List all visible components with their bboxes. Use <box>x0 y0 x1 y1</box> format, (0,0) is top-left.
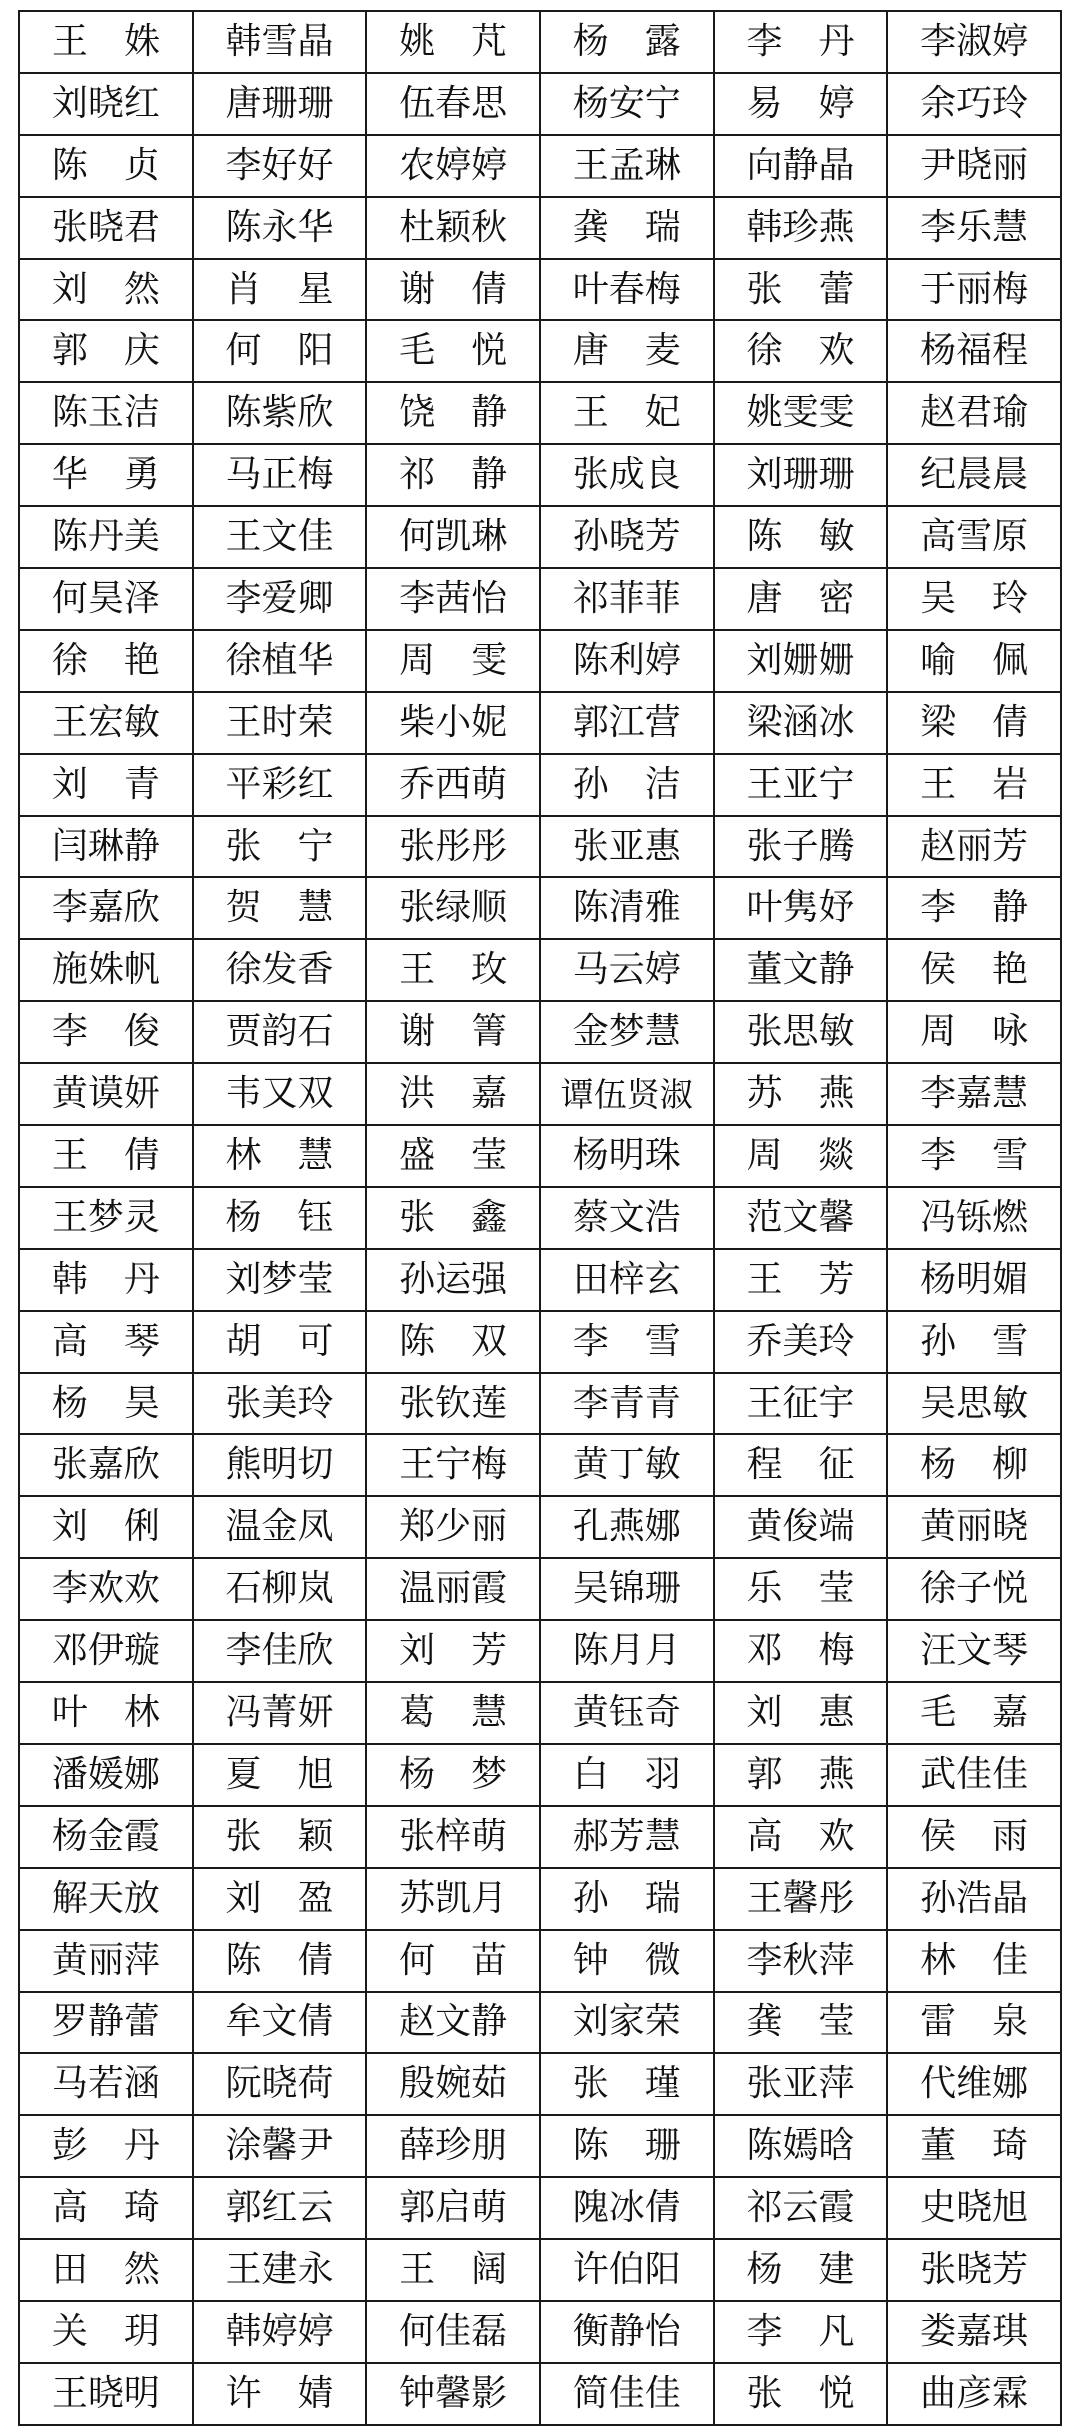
name-table <box>18 10 1062 2426</box>
name-cell: 张绿顺 <box>366 877 540 939</box>
name-cell: 简佳佳 <box>540 2363 714 2425</box>
name-cell: 罗静蕾 <box>19 1992 193 2054</box>
name-cell: 孙晓芳 <box>540 506 714 568</box>
name-cell: 陈嫣晗 <box>714 2115 888 2177</box>
name-cell: 衡静怡 <box>540 2301 714 2363</box>
name-cell: 陈丹美 <box>19 506 193 568</box>
name-cell: 张钦莲 <box>366 1373 540 1435</box>
name-cell: 许 婧 <box>193 2363 367 2425</box>
name-cell: 伍春思 <box>366 73 540 135</box>
name-cell: 赵文静 <box>366 1992 540 2054</box>
name-cell: 张思敏 <box>714 1001 888 1063</box>
name-cell: 王馨彤 <box>714 1868 888 1930</box>
name-cell: 刘姗姗 <box>714 630 888 692</box>
name-cell: 韩雪晶 <box>193 11 367 73</box>
name-cell: 郭启萌 <box>366 2177 540 2239</box>
name-cell: 杜颖秋 <box>366 197 540 259</box>
table-row <box>19 197 1061 259</box>
name-cell: 祁菲菲 <box>540 568 714 630</box>
name-cell: 涂馨尹 <box>193 2115 367 2177</box>
table-row <box>19 2115 1061 2177</box>
name-cell: 尹晓丽 <box>887 135 1061 197</box>
name-cell: 叶 林 <box>19 1682 193 1744</box>
name-cell: 施姝帆 <box>19 939 193 1001</box>
name-cell: 薛珍朋 <box>366 2115 540 2177</box>
name-cell: 李爱卿 <box>193 568 367 630</box>
name-cell: 王征宇 <box>714 1373 888 1435</box>
name-cell: 王 岩 <box>887 754 1061 816</box>
name-cell: 韩 丹 <box>19 1249 193 1311</box>
name-cell: 梁 倩 <box>887 692 1061 754</box>
name-cell: 郭 燕 <box>714 1744 888 1806</box>
table-row <box>19 444 1061 506</box>
name-cell: 张成良 <box>540 444 714 506</box>
name-cell: 刘 盈 <box>193 1868 367 1930</box>
name-cell: 解天放 <box>19 1868 193 1930</box>
name-cell: 平彩红 <box>193 754 367 816</box>
name-cell: 徐 欢 <box>714 320 888 382</box>
name-cell: 刘 惠 <box>714 1682 888 1744</box>
name-cell: 叶春梅 <box>540 259 714 321</box>
name-cell: 林 佳 <box>887 1930 1061 1992</box>
name-cell: 农婷婷 <box>366 135 540 197</box>
name-cell: 郭 庆 <box>19 320 193 382</box>
name-cell: 陈 倩 <box>193 1930 367 1992</box>
name-cell: 李 雪 <box>540 1311 714 1373</box>
name-cell: 蔡文浩 <box>540 1187 714 1249</box>
name-cell: 张 瑾 <box>540 2053 714 2115</box>
name-cell: 吴锦珊 <box>540 1558 714 1620</box>
table-row <box>19 1992 1061 2054</box>
name-cell: 吴思敏 <box>887 1373 1061 1435</box>
name-cell: 郝芳慧 <box>540 1806 714 1868</box>
name-cell: 李 雪 <box>887 1125 1061 1187</box>
name-cell: 周 雯 <box>366 630 540 692</box>
name-cell: 陈 双 <box>366 1311 540 1373</box>
name-cell: 孙 雪 <box>887 1311 1061 1373</box>
table-row <box>19 1744 1061 1806</box>
name-cell: 祁 静 <box>366 444 540 506</box>
name-cell: 陈紫欣 <box>193 382 367 444</box>
name-cell: 陈玉洁 <box>19 382 193 444</box>
name-cell: 韩珍燕 <box>714 197 888 259</box>
name-cell: 娄嘉琪 <box>887 2301 1061 2363</box>
name-cell: 田梓玄 <box>540 1249 714 1311</box>
name-cell: 王文佳 <box>193 506 367 568</box>
name-cell: 钟馨影 <box>366 2363 540 2425</box>
name-cell: 向静晶 <box>714 135 888 197</box>
table-row <box>19 73 1061 135</box>
name-cell: 孙 瑞 <box>540 1868 714 1930</box>
name-cell: 张彤彤 <box>366 816 540 878</box>
name-cell: 李欢欢 <box>19 1558 193 1620</box>
name-cell: 李佳欣 <box>193 1620 367 1682</box>
name-cell: 陈月月 <box>540 1620 714 1682</box>
table-row <box>19 2363 1061 2425</box>
name-cell: 隗冰倩 <box>540 2177 714 2239</box>
name-cell: 王宏敏 <box>19 692 193 754</box>
name-cell: 李 俊 <box>19 1001 193 1063</box>
name-cell: 侯 艳 <box>887 939 1061 1001</box>
name-cell: 李茜怡 <box>366 568 540 630</box>
name-cell: 雷 泉 <box>887 1992 1061 2054</box>
name-cell: 贾韵石 <box>193 1001 367 1063</box>
name-cell: 梁涵冰 <box>714 692 888 754</box>
name-cell: 张亚惠 <box>540 816 714 878</box>
table-row <box>19 2053 1061 2115</box>
name-cell: 杨安宁 <box>540 73 714 135</box>
name-table-body <box>19 11 1061 2425</box>
name-cell: 高 琴 <box>19 1311 193 1373</box>
name-cell: 谭伍贤淑 <box>540 1063 714 1125</box>
name-cell: 黄丽晓 <box>887 1496 1061 1558</box>
name-cell: 苏 燕 <box>714 1063 888 1125</box>
name-cell: 黄钰奇 <box>540 1682 714 1744</box>
name-cell: 冯铄燃 <box>887 1187 1061 1249</box>
name-cell: 乔美玲 <box>714 1311 888 1373</box>
name-cell: 邓 梅 <box>714 1620 888 1682</box>
table-row <box>19 1001 1061 1063</box>
name-cell: 唐 麦 <box>540 320 714 382</box>
name-cell: 郭红云 <box>193 2177 367 2239</box>
table-row <box>19 135 1061 197</box>
table-row <box>19 1311 1061 1373</box>
name-cell: 张 宁 <box>193 816 367 878</box>
name-cell: 易 婷 <box>714 73 888 135</box>
name-cell: 王 芳 <box>714 1249 888 1311</box>
name-cell: 张 蕾 <box>714 259 888 321</box>
name-cell: 唐 密 <box>714 568 888 630</box>
name-cell: 李淑婷 <box>887 11 1061 73</box>
name-cell: 马云婷 <box>540 939 714 1001</box>
name-cell: 李 丹 <box>714 11 888 73</box>
name-cell: 杨明珠 <box>540 1125 714 1187</box>
table-row <box>19 1496 1061 1558</box>
name-cell: 孙 洁 <box>540 754 714 816</box>
name-cell: 何 苗 <box>366 1930 540 1992</box>
table-row <box>19 939 1061 1001</box>
name-cell: 姚 芃 <box>366 11 540 73</box>
name-cell: 张梓萌 <box>366 1806 540 1868</box>
name-cell: 陈利婷 <box>540 630 714 692</box>
name-cell: 徐 艳 <box>19 630 193 692</box>
table-row <box>19 1434 1061 1496</box>
name-cell: 熊明切 <box>193 1434 367 1496</box>
name-cell: 曲彦霖 <box>887 2363 1061 2425</box>
name-cell: 陈清雅 <box>540 877 714 939</box>
name-cell: 喻 佩 <box>887 630 1061 692</box>
name-cell: 陈 贞 <box>19 135 193 197</box>
name-cell: 王 姝 <box>19 11 193 73</box>
name-cell: 胡 可 <box>193 1311 367 1373</box>
name-cell: 黄丽萍 <box>19 1930 193 1992</box>
name-cell: 李 凡 <box>714 2301 888 2363</box>
name-cell: 王晓明 <box>19 2363 193 2425</box>
name-cell: 黄谟妍 <box>19 1063 193 1125</box>
name-cell: 林 慧 <box>193 1125 367 1187</box>
name-cell: 王亚宁 <box>714 754 888 816</box>
name-cell: 马若涵 <box>19 2053 193 2115</box>
table-row <box>19 2239 1061 2301</box>
name-cell: 毛 悦 <box>366 320 540 382</box>
table-row <box>19 1125 1061 1187</box>
name-cell: 余巧玲 <box>887 73 1061 135</box>
name-cell: 刘晓红 <box>19 73 193 135</box>
name-cell: 韦又双 <box>193 1063 367 1125</box>
name-cell: 祁云霞 <box>714 2177 888 2239</box>
name-cell: 毛 嘉 <box>887 1682 1061 1744</box>
name-cell: 肖 星 <box>193 259 367 321</box>
name-cell: 吴 玲 <box>887 568 1061 630</box>
name-cell: 谢 箐 <box>366 1001 540 1063</box>
name-cell: 夏 旭 <box>193 1744 367 1806</box>
name-cell: 许伯阳 <box>540 2239 714 2301</box>
name-cell: 何 阳 <box>193 320 367 382</box>
name-cell: 高 欢 <box>714 1806 888 1868</box>
name-cell: 黄俊端 <box>714 1496 888 1558</box>
table-row <box>19 1187 1061 1249</box>
name-cell: 潘媛娜 <box>19 1744 193 1806</box>
name-cell: 刘 芳 <box>366 1620 540 1682</box>
name-cell: 徐子悦 <box>887 1558 1061 1620</box>
table-row <box>19 1868 1061 1930</box>
name-cell: 李 静 <box>887 877 1061 939</box>
name-cell: 李好好 <box>193 135 367 197</box>
name-cell: 王梦灵 <box>19 1187 193 1249</box>
name-cell: 刘 青 <box>19 754 193 816</box>
name-cell: 王 倩 <box>19 1125 193 1187</box>
name-cell: 刘家荣 <box>540 1992 714 2054</box>
name-cell: 李嘉慧 <box>887 1063 1061 1125</box>
name-cell: 温金凤 <box>193 1496 367 1558</box>
name-cell: 高 琦 <box>19 2177 193 2239</box>
name-cell: 张晓芳 <box>887 2239 1061 2301</box>
name-cell: 刘 然 <box>19 259 193 321</box>
name-cell: 孙运强 <box>366 1249 540 1311</box>
name-cell: 葛 慧 <box>366 1682 540 1744</box>
name-cell: 代维娜 <box>887 2053 1061 2115</box>
name-cell: 白 羽 <box>540 1744 714 1806</box>
name-cell: 张 悦 <box>714 2363 888 2425</box>
name-cell: 贺 慧 <box>193 877 367 939</box>
name-cell: 王 阔 <box>366 2239 540 2301</box>
name-cell: 杨 昊 <box>19 1373 193 1435</box>
name-cell: 杨明媚 <box>887 1249 1061 1311</box>
name-cell: 刘珊珊 <box>714 444 888 506</box>
name-cell: 牟文倩 <box>193 1992 367 2054</box>
name-cell: 汪文琴 <box>887 1620 1061 1682</box>
name-cell: 高雪原 <box>887 506 1061 568</box>
name-cell: 洪 嘉 <box>366 1063 540 1125</box>
name-cell: 龚 莹 <box>714 1992 888 2054</box>
name-cell: 陈 敏 <box>714 506 888 568</box>
name-cell: 杨 梦 <box>366 1744 540 1806</box>
name-cell: 刘 俐 <box>19 1496 193 1558</box>
name-cell: 于丽梅 <box>887 259 1061 321</box>
name-cell: 李秋萍 <box>714 1930 888 1992</box>
table-row <box>19 816 1061 878</box>
name-cell: 王建永 <box>193 2239 367 2301</box>
name-cell: 赵君瑜 <box>887 382 1061 444</box>
name-cell: 华 勇 <box>19 444 193 506</box>
name-cell: 金梦慧 <box>540 1001 714 1063</box>
name-cell: 李青青 <box>540 1373 714 1435</box>
name-cell: 乐 莹 <box>714 1558 888 1620</box>
table-row <box>19 877 1061 939</box>
name-cell: 龚 瑞 <box>540 197 714 259</box>
name-cell: 王 玫 <box>366 939 540 1001</box>
name-cell: 侯 雨 <box>887 1806 1061 1868</box>
name-cell: 韩婷婷 <box>193 2301 367 2363</box>
name-cell: 钟 微 <box>540 1930 714 1992</box>
name-cell: 温丽霞 <box>366 1558 540 1620</box>
name-cell: 赵丽芳 <box>887 816 1061 878</box>
name-cell: 柴小妮 <box>366 692 540 754</box>
name-cell: 李嘉欣 <box>19 877 193 939</box>
name-cell: 杨 建 <box>714 2239 888 2301</box>
name-cell: 杨 柳 <box>887 1434 1061 1496</box>
name-cell: 唐珊珊 <box>193 73 367 135</box>
table-row <box>19 754 1061 816</box>
name-cell: 史晓旭 <box>887 2177 1061 2239</box>
name-cell: 周 咏 <box>887 1001 1061 1063</box>
table-row <box>19 2301 1061 2363</box>
name-cell: 黄丁敏 <box>540 1434 714 1496</box>
name-cell: 纪晨晨 <box>887 444 1061 506</box>
name-cell: 张 鑫 <box>366 1187 540 1249</box>
table-row <box>19 506 1061 568</box>
name-cell: 冯菁妍 <box>193 1682 367 1744</box>
name-cell: 郑少丽 <box>366 1496 540 1558</box>
name-cell: 郭江营 <box>540 692 714 754</box>
name-cell: 范文馨 <box>714 1187 888 1249</box>
name-cell: 杨 钰 <box>193 1187 367 1249</box>
table-row <box>19 2177 1061 2239</box>
name-cell: 何凯琳 <box>366 506 540 568</box>
name-cell: 杨福程 <box>887 320 1061 382</box>
name-cell: 徐发香 <box>193 939 367 1001</box>
table-row <box>19 1620 1061 1682</box>
name-cell: 关 玥 <box>19 2301 193 2363</box>
table-row <box>19 1249 1061 1311</box>
table-row <box>19 382 1061 444</box>
name-cell: 石柳岚 <box>193 1558 367 1620</box>
name-cell: 彭 丹 <box>19 2115 193 2177</box>
table-row <box>19 630 1061 692</box>
name-cell: 王时荣 <box>193 692 367 754</box>
table-row <box>19 320 1061 382</box>
name-cell: 马正梅 <box>193 444 367 506</box>
name-cell: 陈永华 <box>193 197 367 259</box>
name-cell: 董 琦 <box>887 2115 1061 2177</box>
name-cell: 王宁梅 <box>366 1434 540 1496</box>
name-cell: 张嘉欣 <box>19 1434 193 1496</box>
name-cell: 闫琳静 <box>19 816 193 878</box>
name-cell: 陈 珊 <box>540 2115 714 2177</box>
name-cell: 何昊泽 <box>19 568 193 630</box>
table-row <box>19 1558 1061 1620</box>
table-row <box>19 259 1061 321</box>
name-cell: 乔西萌 <box>366 754 540 816</box>
name-cell: 殷婉茹 <box>366 2053 540 2115</box>
name-cell: 王孟琳 <box>540 135 714 197</box>
name-cell: 周 燚 <box>714 1125 888 1187</box>
table-row <box>19 1063 1061 1125</box>
name-cell: 阮晓荷 <box>193 2053 367 2115</box>
name-cell: 孙浩晶 <box>887 1868 1061 1930</box>
name-cell: 董文静 <box>714 939 888 1001</box>
name-cell: 叶隽妤 <box>714 877 888 939</box>
table-row <box>19 1373 1061 1435</box>
table-row <box>19 11 1061 73</box>
table-row <box>19 1806 1061 1868</box>
name-cell: 邓伊璇 <box>19 1620 193 1682</box>
name-cell: 孔燕娜 <box>540 1496 714 1558</box>
name-cell: 姚雯雯 <box>714 382 888 444</box>
name-cell: 何佳磊 <box>366 2301 540 2363</box>
name-cell: 徐植华 <box>193 630 367 692</box>
name-cell: 刘梦莹 <box>193 1249 367 1311</box>
name-cell: 田 然 <box>19 2239 193 2301</box>
name-cell: 张子腾 <box>714 816 888 878</box>
name-cell: 张晓君 <box>19 197 193 259</box>
table-row <box>19 1682 1061 1744</box>
name-cell: 饶 静 <box>366 382 540 444</box>
name-cell: 王 妃 <box>540 382 714 444</box>
name-cell: 李乐慧 <box>887 197 1061 259</box>
table-row <box>19 692 1061 754</box>
table-row <box>19 1930 1061 1992</box>
name-cell: 杨 露 <box>540 11 714 73</box>
name-cell: 谢 倩 <box>366 259 540 321</box>
name-cell: 程 征 <box>714 1434 888 1496</box>
name-cell: 张 颖 <box>193 1806 367 1868</box>
name-cell: 杨金霞 <box>19 1806 193 1868</box>
name-cell: 张美玲 <box>193 1373 367 1435</box>
name-cell: 武佳佳 <box>887 1744 1061 1806</box>
name-cell: 张亚萍 <box>714 2053 888 2115</box>
name-cell: 盛 莹 <box>366 1125 540 1187</box>
table-row <box>19 568 1061 630</box>
name-cell: 苏凯月 <box>366 1868 540 1930</box>
